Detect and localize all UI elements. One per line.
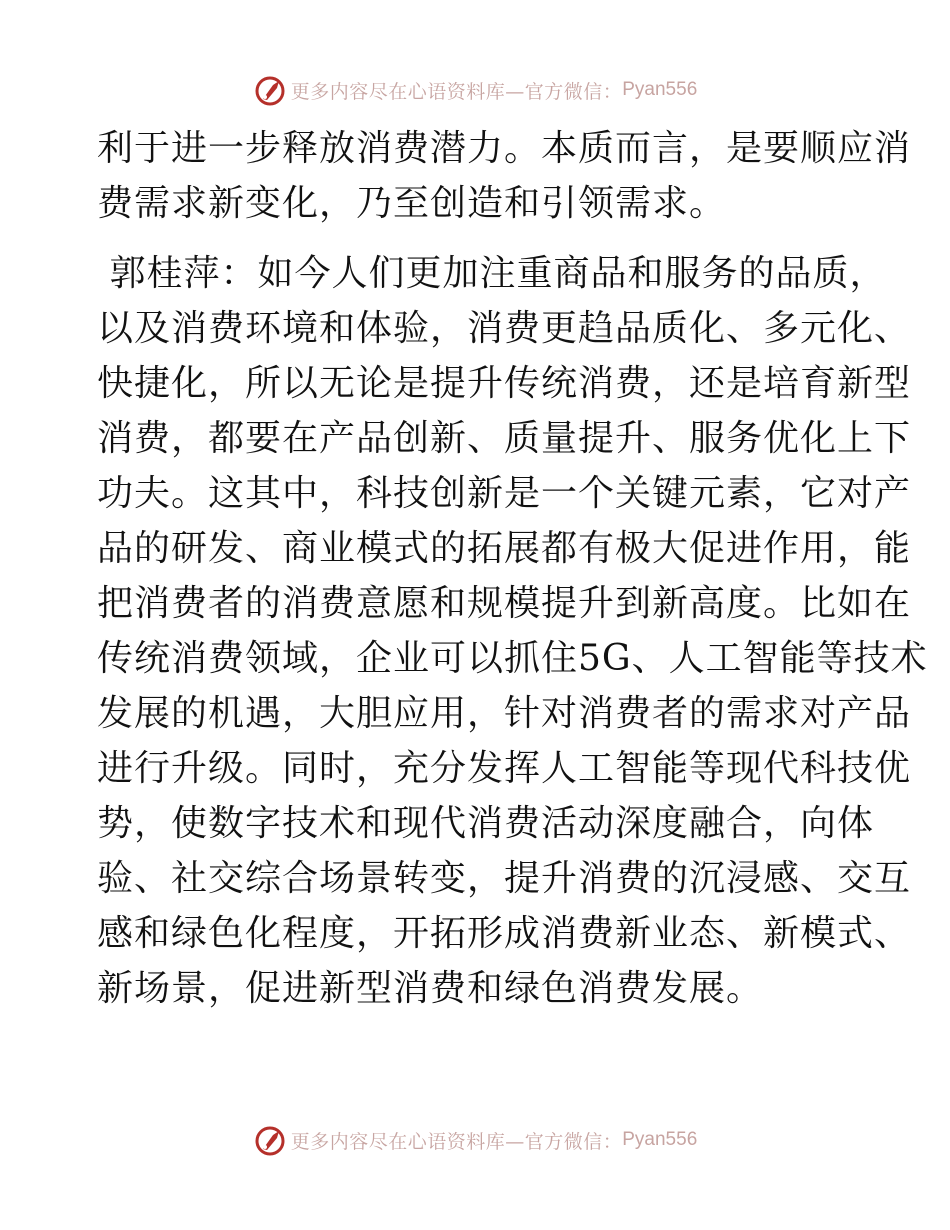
- text-line: 感和绿色化程度，开拓形成消费新业态、新模式、: [97, 913, 912, 954]
- text-line: 消费，都要在产品创新、质量提升、服务优化上下: [97, 418, 912, 459]
- text-line: 以及消费环境和体验，消费更趋品质化、多元化、: [97, 308, 912, 349]
- header-banner-wechat-id: Pyan556: [622, 79, 698, 100]
- text-line: 发展的机遇，大胆应用，针对消费者的需求对产品: [97, 693, 912, 734]
- pen-logo-icon: [253, 1123, 287, 1157]
- text-line: 快捷化，所以无论是提升传统消费，还是培育新型: [97, 363, 912, 404]
- text-line: 新场景，促进新型消费和绿色消费发展。: [97, 968, 764, 1009]
- text-line: 把消费者的消费意愿和规模提升到新高度。比如在: [97, 583, 912, 624]
- footer-banner-text: 更多内容尽在心语资料库—官方微信：: [290, 1130, 623, 1153]
- text-line: 验、社交综合场景转变，提升消费的沉浸感、交互: [97, 858, 912, 899]
- text-line: 利于进一步释放消费潜力。本质而言，是要顺应消: [97, 128, 912, 169]
- header-banner: [0, 70, 950, 110]
- text-line: 品的研发、商业模式的拓展都有极大促进作用，能: [97, 528, 912, 569]
- document-body: [97, 121, 928, 1016]
- text-line: 费需求新变化，乃至创造和引领需求。: [97, 183, 727, 224]
- pen-logo-icon: [253, 73, 287, 107]
- text-line: 传统消费领域，企业可以抓住5G、人工智能等技术: [97, 638, 928, 679]
- paragraph-2: [97, 246, 928, 1016]
- text-line: 势，使数字技术和现代消费活动深度融合，向体: [97, 803, 875, 844]
- footer-banner: [0, 1120, 950, 1160]
- text-line: 进行升级。同时，充分发挥人工智能等现代科技优: [97, 748, 912, 789]
- header-banner-text: 更多内容尽在心语资料库—官方微信：: [290, 80, 623, 103]
- paragraph-1: [97, 121, 912, 231]
- text-line: 功夫。这其中，科技创新是一个关键元素，它对产: [97, 473, 912, 514]
- text-line: 郭桂萍：如今人们更加注重商品和服务的品质，: [97, 253, 887, 294]
- footer-banner-wechat-id: Pyan556: [622, 1129, 698, 1150]
